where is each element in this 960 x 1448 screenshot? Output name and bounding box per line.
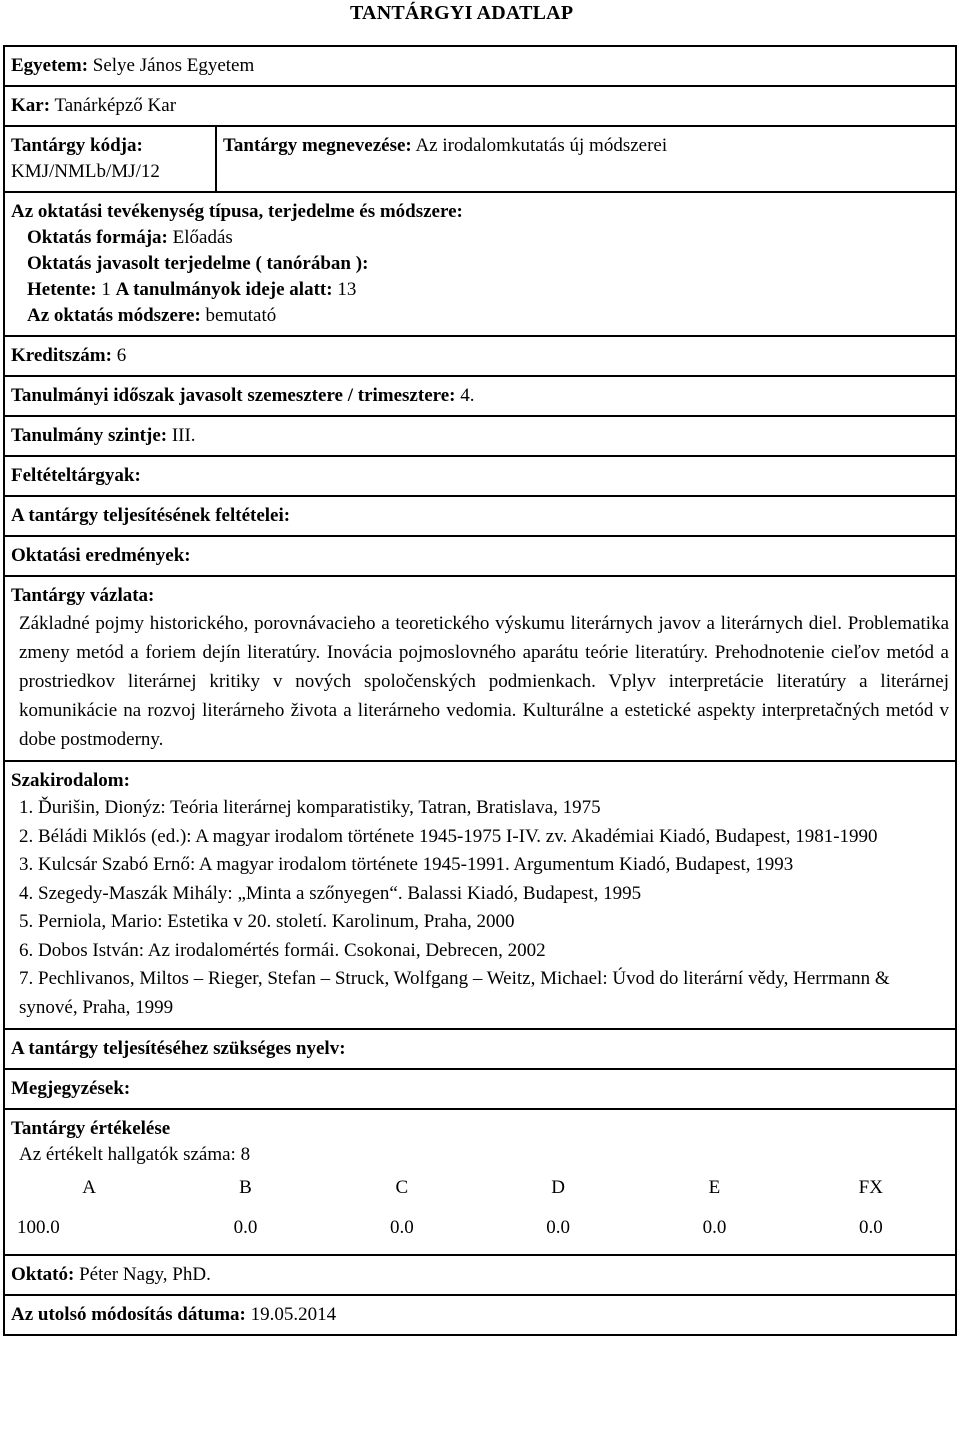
faculty-row: [4, 86, 956, 126]
grade-value: 0.0: [702, 1217, 727, 1238]
teacher-label: Oktató:: [11, 1264, 75, 1285]
language-label: A tantárgy teljesítéséhez szükséges nyelv:: [11, 1038, 346, 1059]
evaluation-row: [4, 1109, 956, 1255]
grade-value: 0.0: [546, 1217, 571, 1238]
level-row: [4, 416, 956, 456]
semester-label: Tanulmányi időszak javasolt szemesztere / trimesztere:: [11, 385, 456, 406]
credits-row: [4, 336, 956, 376]
modified-value: 19.05.2014: [250, 1304, 337, 1325]
literature-item: 1. Ďurišin, Dionýz: Teória literárnej komparatistiky, Tatran, Bratislava, 1975: [19, 797, 601, 818]
activity-form-value: Előadás: [172, 227, 233, 248]
university-value: Selye János Egyetem: [92, 55, 255, 76]
teacher-row: [4, 1255, 956, 1295]
grade-header: D: [551, 1177, 566, 1198]
activity-row: [4, 192, 956, 336]
conditions-label: A tantárgy teljesítésének feltételei:: [11, 505, 291, 526]
activity-extent-label: Oktatás javasolt terjedelme ( tanórában ):: [27, 253, 369, 274]
outcomes-label: Oktatási eredmények:: [11, 545, 191, 566]
activity-hours: [11, 277, 949, 303]
evaluation-label: Tantárgy értékelése: [11, 1118, 171, 1139]
literature-item: 2. Béládi Miklós (ed.): A magyar irodalom története 1945-1975 I-IV. zv. Akadémiai Kiadó, Budapest, 1981-1990: [19, 825, 878, 847]
course-code-value: KMJ/NMLb/MJ/12: [11, 161, 160, 182]
grade-header: B: [239, 1177, 252, 1198]
semester-row: [4, 376, 956, 416]
outline-label: Tantárgy vázlata:: [11, 585, 155, 606]
literature-item: 6. Dobos István: Az irodalomértés formái. Csokonai, Debrecen, 2002: [19, 939, 546, 961]
outline-text: Základné pojmy historického, porovnávacieho a teoretického výskumu literárnych javov a literárnych diel. Problematika zmeny metód a foriem dejín literatúry. Inovácia pojmoslovného aparátu teórie literatúry. Prehodnotenie cieľov metód a prostriedkov literárnej kritiky v nových spoločenských podmienkach. Vplyv interpretácie literatúry a literárnej komunikácie na rozvoj literárneho života a literárneho vedomia. Kulturálne a estetické aspekty interpretačných metód v dobe postmoderny.: [19, 613, 949, 750]
grade-header: A: [82, 1177, 97, 1198]
course-name-value: Az irodalomkutatás új módszerei: [415, 135, 668, 156]
activity-method: [11, 303, 949, 329]
grade-header: FX: [858, 1177, 883, 1198]
university-row: [4, 46, 956, 86]
university-label: Egyetem:: [11, 55, 89, 76]
total-label: A tanulmányok ideje alatt:: [115, 279, 333, 300]
notes-label: Megjegyzések:: [11, 1078, 131, 1099]
credits-label: Kreditszám:: [11, 345, 112, 366]
literature-item: 4. Szegedy-Maszák Mihály: „Minta a szőnyegen“. Balassi Kiadó, Budapest, 1995: [19, 882, 642, 904]
total-value: 13: [337, 279, 357, 300]
course-data-sheet: [3, 45, 957, 1336]
grade-value: 0.0: [858, 1217, 883, 1238]
grade-header: E: [708, 1177, 721, 1198]
modified-row: [4, 1295, 956, 1335]
modified-label: Az utolsó módosítás dátuma:: [11, 1304, 246, 1325]
evaluated-count: Az értékelt hallgatók száma: 8: [19, 1144, 251, 1165]
method-value: bemutató: [205, 305, 277, 326]
course-code-label: Tantárgy kódja:: [11, 135, 143, 156]
conditions-row: [4, 496, 956, 536]
level-label: Tanulmány szintje:: [11, 425, 168, 446]
grade-header: C: [395, 1177, 409, 1198]
prerequisites-row: [4, 456, 956, 496]
level-value: III.: [171, 425, 196, 446]
course-name-cell: [216, 126, 956, 192]
teacher-value: Péter Nagy, PhD.: [79, 1264, 211, 1285]
literature-item: 3. Kulcsár Szabó Ernő: A magyar irodalom története 1945-1991. Argumentum Kiadó, Budapest, 1993: [19, 854, 794, 875]
literature-label: Szakirodalom:: [11, 770, 130, 791]
activity-form-label: Oktatás formája:: [27, 227, 168, 248]
activity-form: [11, 225, 949, 251]
faculty-value: Tanárképző Kar: [54, 95, 177, 116]
activity-heading: Az oktatási tevékenység típusa, terjedelme és módszere:: [11, 201, 463, 222]
notes-row: [4, 1069, 956, 1109]
grade-value: 100.0: [17, 1217, 60, 1238]
faculty-label: Kar:: [11, 95, 51, 116]
grade-table: [11, 1174, 949, 1254]
semester-value: 4.: [460, 385, 475, 406]
course-code-cell: [4, 126, 216, 192]
prerequisites-label: Feltételtárgyak:: [11, 465, 141, 486]
course-name-label: Tantárgy megnevezése:: [223, 135, 412, 156]
grade-value: 0.0: [233, 1217, 258, 1238]
method-label: Az oktatás módszere:: [27, 305, 201, 326]
outcomes-row: [4, 536, 956, 576]
grade-value: 0.0: [389, 1217, 414, 1238]
weekly-label: Hetente:: [27, 279, 97, 300]
literature-row: [4, 761, 956, 1029]
outline-row: [4, 576, 956, 761]
credits-value: 6: [116, 345, 127, 366]
literature-item: 7. Pechlivanos, Miltos – Rieger, Stefan – Struck, Wolfgang – Weitz, Michael: Úvod do literární vědy, Herrmann & synové, Praha, 1999: [19, 968, 890, 1018]
literature-item: 5. Perniola, Mario: Estetika v 20. století. Karolinum, Praha, 2000: [19, 911, 515, 932]
page-title: TANTÁRGYI ADATLAP: [350, 2, 574, 24]
language-row: [4, 1029, 956, 1069]
weekly-value: 1: [101, 279, 111, 300]
